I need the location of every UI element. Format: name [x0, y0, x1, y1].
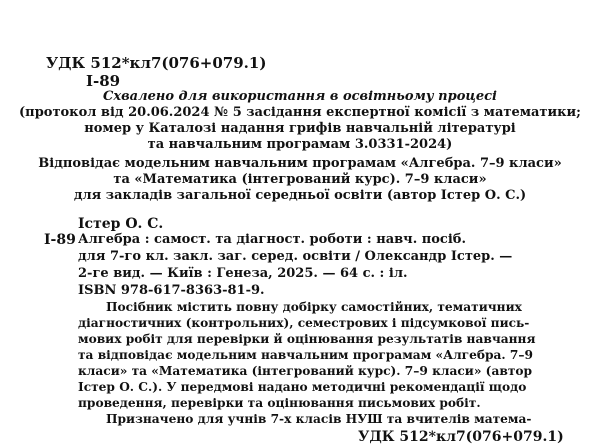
- bibliography-line: Алгебра : самост. та діагност. роботи : навч. посіб.: [78, 232, 466, 247]
- approval-line: та навчальним програмам 3.0331-2024): [147, 137, 453, 152]
- compliance-line: та «Математика (інтегрований курс). 7–9 класи»: [113, 172, 487, 187]
- purpose-line: Призначено для учнів 7-х класів НУШ та вчителів матема-: [106, 412, 532, 426]
- udk-code-bottom: УДК 512*кл7(076+079.1): [358, 429, 564, 445]
- annotation-line: класи» та «Математика (інтегрований курс). 7–9 класи» (автор: [78, 364, 533, 378]
- approval-line: (протокол від 20.06.2024 № 5 засідання експертної комісії з математики;: [19, 105, 581, 120]
- annotation-line: мових робіт для перевірки й оцінювання результатів навчання: [78, 332, 536, 346]
- annotation-line: та відповідає модельним навчальним програмам «Алгебра. 7–9: [78, 348, 533, 362]
- compliance-line: для закладів загальної середньої освіти (автор Істер О. С.): [73, 188, 527, 203]
- bibliography-line: 2-ге вид. — Київ : Генеза, 2025. — 64 с. : іл.: [78, 266, 408, 281]
- catalog-index-top: І-89: [86, 72, 121, 90]
- author-name: Істер О. С.: [78, 216, 164, 232]
- compliance-line: Відповідає модельним навчальним програмам «Алгебра. 7–9 класи»: [38, 156, 562, 171]
- approval-line: номер у Каталозі надання грифів навчальній літературі: [84, 121, 516, 136]
- annotation-line: діагностичних (контрольних), семестрових і підсумкової пись-: [78, 316, 530, 330]
- approval-title: Схвалено для використання в освітньому процесі: [103, 89, 497, 104]
- isbn: ISBN 978-617-8363-81-9.: [78, 283, 265, 298]
- annotation-line: Істер О. С.). У передмові надано методичні рекомендації щодо: [78, 380, 527, 394]
- catalog-index: І-89: [44, 232, 76, 248]
- bibliography-line: для 7-го кл. закл. заг. серед. освіти / Олександр Істер. —: [78, 249, 513, 264]
- annotation-line: Посібник містить повну добірку самостійних, тематичних: [106, 300, 522, 314]
- annotation-line: проведення, перевірки та оцінювання письмових робіт.: [78, 396, 481, 410]
- udk-code-top: УДК 512*кл7(076+079.1): [46, 54, 267, 72]
